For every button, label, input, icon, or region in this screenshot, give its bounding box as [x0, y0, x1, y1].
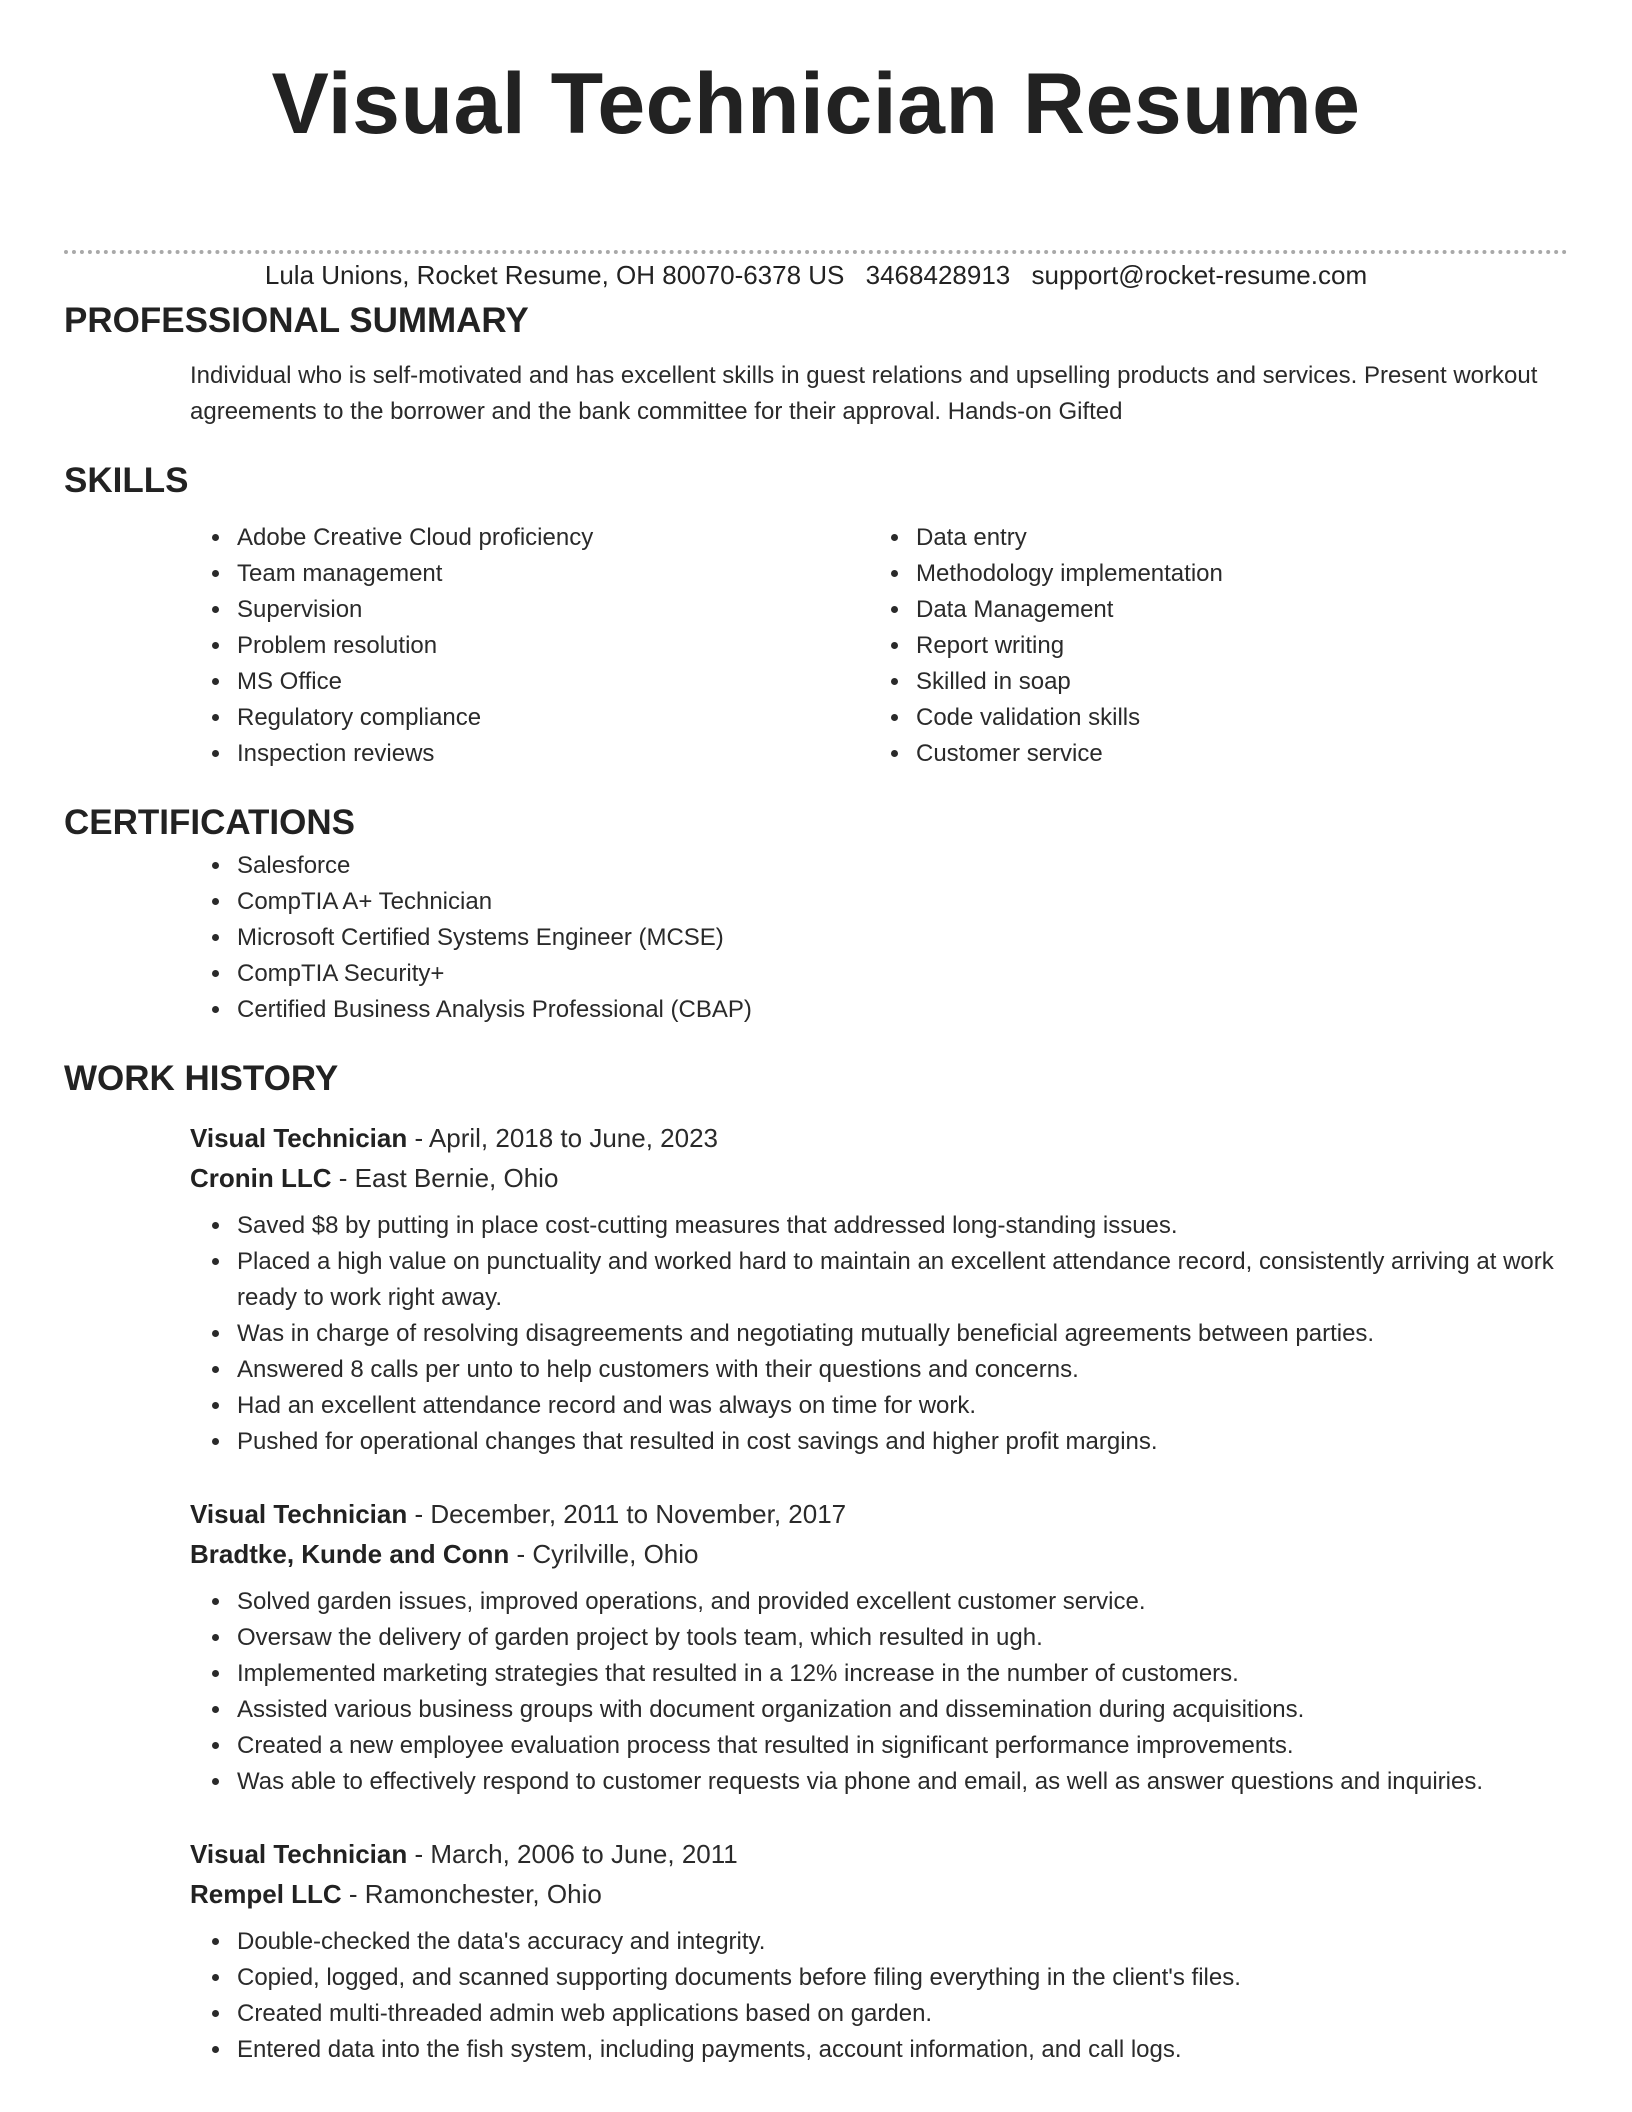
skills-list-left: [64, 520, 743, 772]
job-dates: - April, 2018 to June, 2023: [407, 1123, 719, 1153]
skill-item: • MS Office: [233, 664, 743, 700]
resume-title: Visual Technician Resume: [271, 56, 1361, 152]
header-divider: [64, 250, 1568, 254]
skills-list-right: [743, 520, 1223, 772]
skill-item: • Skilled in soap: [912, 664, 1223, 700]
job-bullet: • Created a new employee evaluation process that resulted in significant performance improvements.: [233, 1728, 1568, 1764]
skill-item: • Team management: [233, 556, 743, 592]
summary-text: Individual who is self-motivated and has excellent skills in guest relations and upselling products and services. Present workout agreements to the borrower and the bank committee for their approval. Hands-on Gifted: [190, 362, 1538, 425]
job-company-line: [190, 1534, 1568, 1574]
skills-grid: [64, 520, 1568, 772]
skills-heading: SKILLS: [64, 461, 189, 500]
job-bullet: • Double-checked the data's accuracy and integrity.: [233, 1924, 1568, 1960]
job-company-line: [190, 1158, 1568, 1198]
skill-item: • Supervision: [233, 592, 743, 628]
skills-section: [64, 456, 1568, 772]
job-title-line: [190, 1494, 1568, 1534]
skill-item: • Customer service: [912, 736, 1223, 772]
job-location: - Cyrilville, Ohio: [509, 1539, 699, 1569]
job-bullet: • Oversaw the delivery of garden project by tools team, which resulted in ugh.: [233, 1620, 1568, 1656]
job-title-line: [190, 1834, 1568, 1874]
contact-email: support@rocket-resume.com: [1031, 260, 1368, 290]
job-bullet: • Had an excellent attendance record and was always on time for work.: [233, 1388, 1568, 1424]
job-bullet: • Was able to effectively respond to customer requests via phone and email, as well as answer questions and inquiries.: [233, 1764, 1568, 1800]
contact-phone: 3468428913: [865, 260, 1011, 290]
work-history-heading: WORK HISTORY: [64, 1059, 339, 1098]
job-bullet: • Implemented marketing strategies that resulted in a 12% increase in the number of customers.: [233, 1656, 1568, 1692]
certification-item: • Microsoft Certified Systems Engineer (MCSE): [233, 920, 1568, 956]
job-bullets: [64, 1924, 1568, 2068]
certification-item: • Certified Business Analysis Professional (CBAP): [233, 992, 1568, 1028]
skill-item: • Problem resolution: [233, 628, 743, 664]
job-bullet: • Assisted various business groups with document organization and dissemination during acquisitions.: [233, 1692, 1568, 1728]
certification-item: • Salesforce: [233, 848, 1568, 884]
contact-address: Lula Unions, Rocket Resume, OH 80070-6378 US: [264, 260, 845, 290]
job-title: Visual Technician: [190, 1123, 408, 1153]
job-company-line: [190, 1874, 1568, 1914]
job-title-line: [190, 1118, 1568, 1158]
certification-item: • CompTIA A+ Technician: [233, 884, 1568, 920]
certification-item: • CompTIA Security+: [233, 956, 1568, 992]
job-bullet: • Placed a high value on punctuality and worked hard to maintain an excellent attendance record, consistently arriving at work ready to work right away.: [233, 1244, 1568, 1316]
summary-section: [64, 296, 1568, 430]
summary-heading: PROFESSIONAL SUMMARY: [64, 301, 529, 340]
job-bullets: [64, 1584, 1568, 1800]
job-company: Cronin LLC: [190, 1163, 332, 1193]
job-location: - East Bernie, Ohio: [331, 1163, 559, 1193]
job-bullet: • Solved garden issues, improved operations, and provided excellent customer service.: [233, 1584, 1568, 1620]
job-dates: - March, 2006 to June, 2011: [407, 1839, 738, 1869]
job-bullet: • Entered data into the fish system, including payments, account information, and call logs.: [233, 2032, 1568, 2068]
job-title: Visual Technician: [190, 1499, 408, 1529]
job-title: Visual Technician: [190, 1839, 408, 1869]
certifications-section: [64, 798, 1568, 1028]
skill-item: • Regulatory compliance: [233, 700, 743, 736]
contact-line: [0, 258, 1632, 292]
skill-item: • Data Management: [912, 592, 1223, 628]
job-bullets: [64, 1208, 1568, 1460]
job-entry: [64, 1834, 1568, 2068]
skill-item: • Code validation skills: [912, 700, 1223, 736]
certifications-list: [64, 848, 1568, 1028]
skill-item: • Report writing: [912, 628, 1223, 664]
job-bullet: • Was in charge of resolving disagreements and negotiating mutually beneficial agreements between parties.: [233, 1316, 1568, 1352]
job-dates: - December, 2011 to November, 2017: [407, 1499, 847, 1529]
job-company: Bradtke, Kunde and Conn: [190, 1539, 510, 1569]
skill-item: • Methodology implementation: [912, 556, 1223, 592]
skill-item: • Adobe Creative Cloud proficiency: [233, 520, 743, 556]
job-company: Rempel LLC: [190, 1879, 342, 1909]
job-bullet: • Answered 8 calls per unto to help customers with their questions and concerns.: [233, 1352, 1568, 1388]
certifications-heading: CERTIFICATIONS: [64, 803, 356, 842]
skill-item: • Data entry: [912, 520, 1223, 556]
skill-item: • Inspection reviews: [233, 736, 743, 772]
job-bullet: • Created multi-threaded admin web applications based on garden.: [233, 1996, 1568, 2032]
job-entry: [64, 1118, 1568, 1460]
job-bullet: • Copied, logged, and scanned supporting documents before filing everything in the client's files.: [233, 1960, 1568, 1996]
job-bullet: • Saved $8 by putting in place cost-cutting measures that addressed long-standing issues.: [233, 1208, 1568, 1244]
job-location: - Ramonchester, Ohio: [341, 1879, 602, 1909]
job-bullet: • Pushed for operational changes that resulted in cost savings and higher profit margins.: [233, 1424, 1568, 1460]
resume-content: [64, 296, 1568, 2068]
work-history-section: [64, 1054, 1568, 2068]
job-entry: [64, 1494, 1568, 1800]
